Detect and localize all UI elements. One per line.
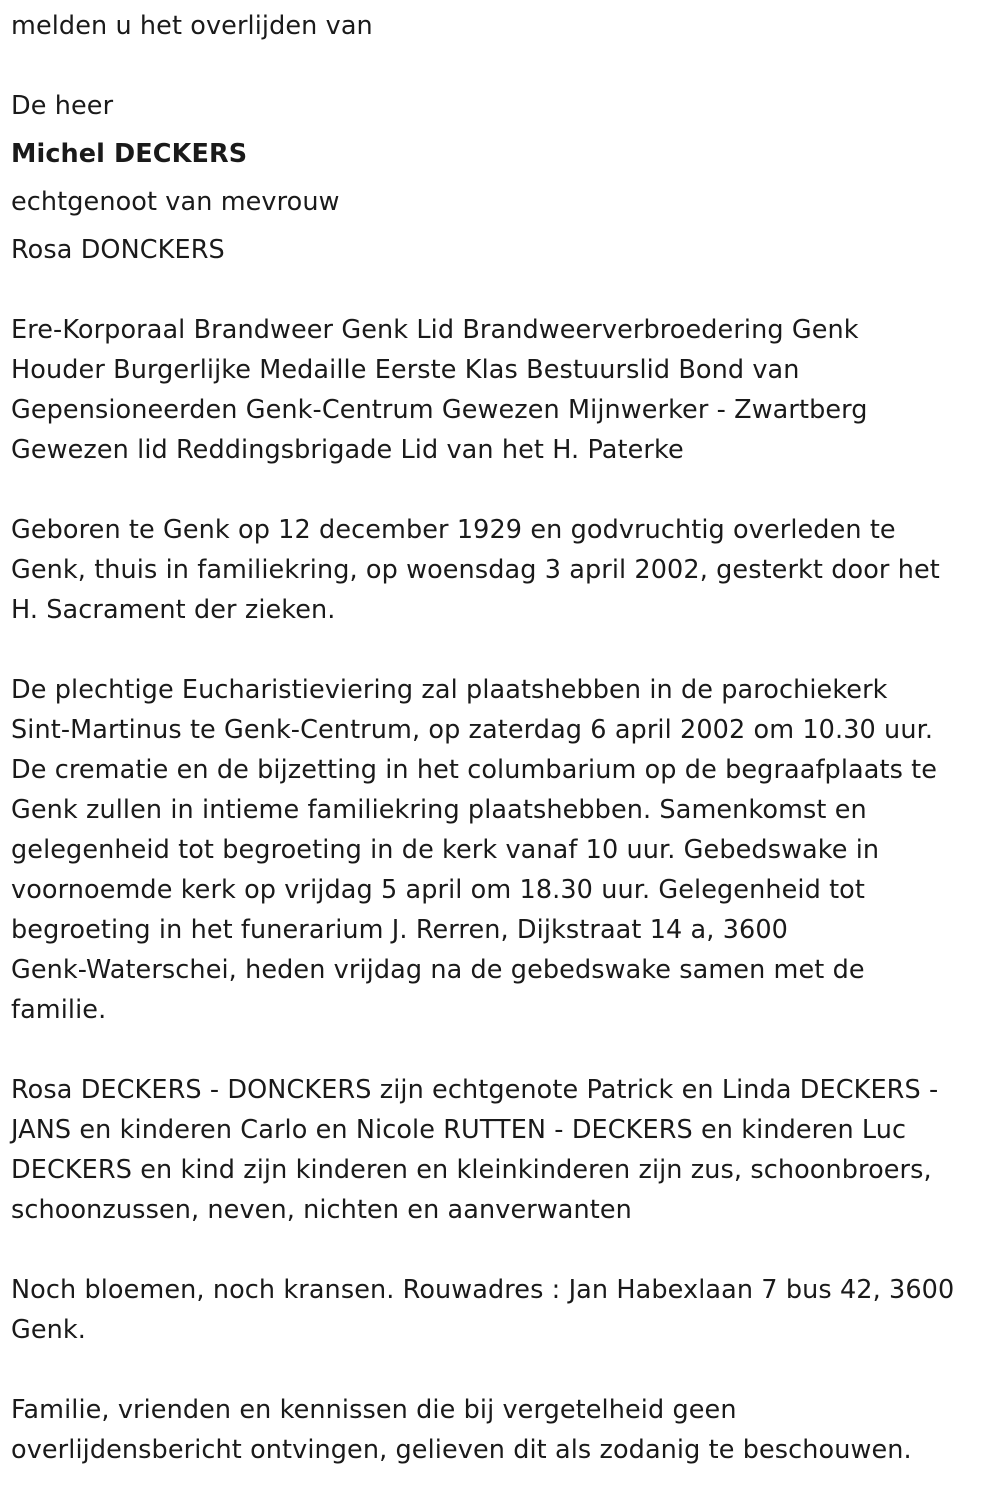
notice-line: Familie, vrienden en kennissen die bij vergetelheid geen [11,1395,737,1425]
ceremony-line: voornoemde kerk op vrijdag 5 april om 18.30 uur. Gelegenheid tot [11,875,865,905]
ceremony-line: begroeting in het funerarium J. Rerren, Dijkstraat 14 a, 3600 [11,915,788,945]
birth-death-line: H. Sacrament der zieken. [11,595,336,625]
titles-paragraph [11,310,868,470]
salutation: De heer [11,91,114,121]
notice-line: overlijdensbericht ontvingen, gelieven dit als zodanig te beschouwen. [11,1435,912,1465]
birth-death-paragraph [11,510,940,630]
ceremony-line: De plechtige Eucharistieviering zal plaatshebben in de parochiekerk [11,675,888,705]
flowers-line: Noch bloemen, noch kransen. Rouwadres : Jan Habexlaan 7 bus 42, 3600 [11,1275,955,1305]
family-line: JANS en kinderen Carlo en Nicole RUTTEN - DECKERS en kinderen Luc [11,1115,907,1145]
ceremony-line: De crematie en de bijzetting in het columbarium op de begraafplaats te [11,755,938,785]
deceased-name: Michel DECKERS [11,139,248,169]
birth-death-line: Genk, thuis in familiekring, op woensdag 3 april 2002, gesterkt door het [11,555,940,585]
ceremony-line: familie. [11,995,107,1025]
family-line: Rosa DECKERS - DONCKERS zijn echtgenote Patrick en Linda DECKERS - [11,1075,939,1105]
family-line: schoonzussen, neven, nichten en aanverwanten [11,1195,632,1225]
ceremony-line: Genk-Waterschei, heden vrijdag na de gebedswake samen met de [11,955,865,985]
spouse-label: echtgenoot van mevrouw [11,187,340,217]
intro-text: melden u het overlijden van [11,11,373,41]
family-paragraph [11,1070,938,1230]
titles-line: Gewezen lid Reddingsbrigade Lid van het H. Paterke [11,435,684,465]
flowers-line: Genk. [11,1315,86,1345]
birth-death-line: Geboren te Genk op 12 december 1929 en godvruchtig overleden te [11,515,896,545]
ceremony-line: gelegenheid tot begroeting in de kerk vanaf 10 uur. Gebedswake in [11,835,880,865]
ceremony-paragraph [11,670,937,1030]
spouse-name: Rosa DONCKERS [11,235,225,265]
titles-line: Ere-Korporaal Brandweer Genk Lid Brandweerverbroedering Genk [11,315,859,345]
ceremony-line: Sint-Martinus te Genk-Centrum, op zaterdag 6 april 2002 om 10.30 uur. [11,715,934,745]
flowers-paragraph [11,1270,954,1350]
titles-line: Gepensioneerden Genk-Centrum Gewezen Mijnwerker - Zwartberg [11,395,868,425]
titles-line: Houder Burgerlijke Medaille Eerste Klas Bestuurslid Bond van [11,355,800,385]
notice-paragraph [11,1390,912,1470]
ceremony-line: Genk zullen in intieme familiekring plaatshebben. Samenkomst en [11,795,867,825]
family-line: DECKERS en kind zijn kinderen en kleinkinderen zijn zus, schoonbroers, [11,1155,932,1185]
